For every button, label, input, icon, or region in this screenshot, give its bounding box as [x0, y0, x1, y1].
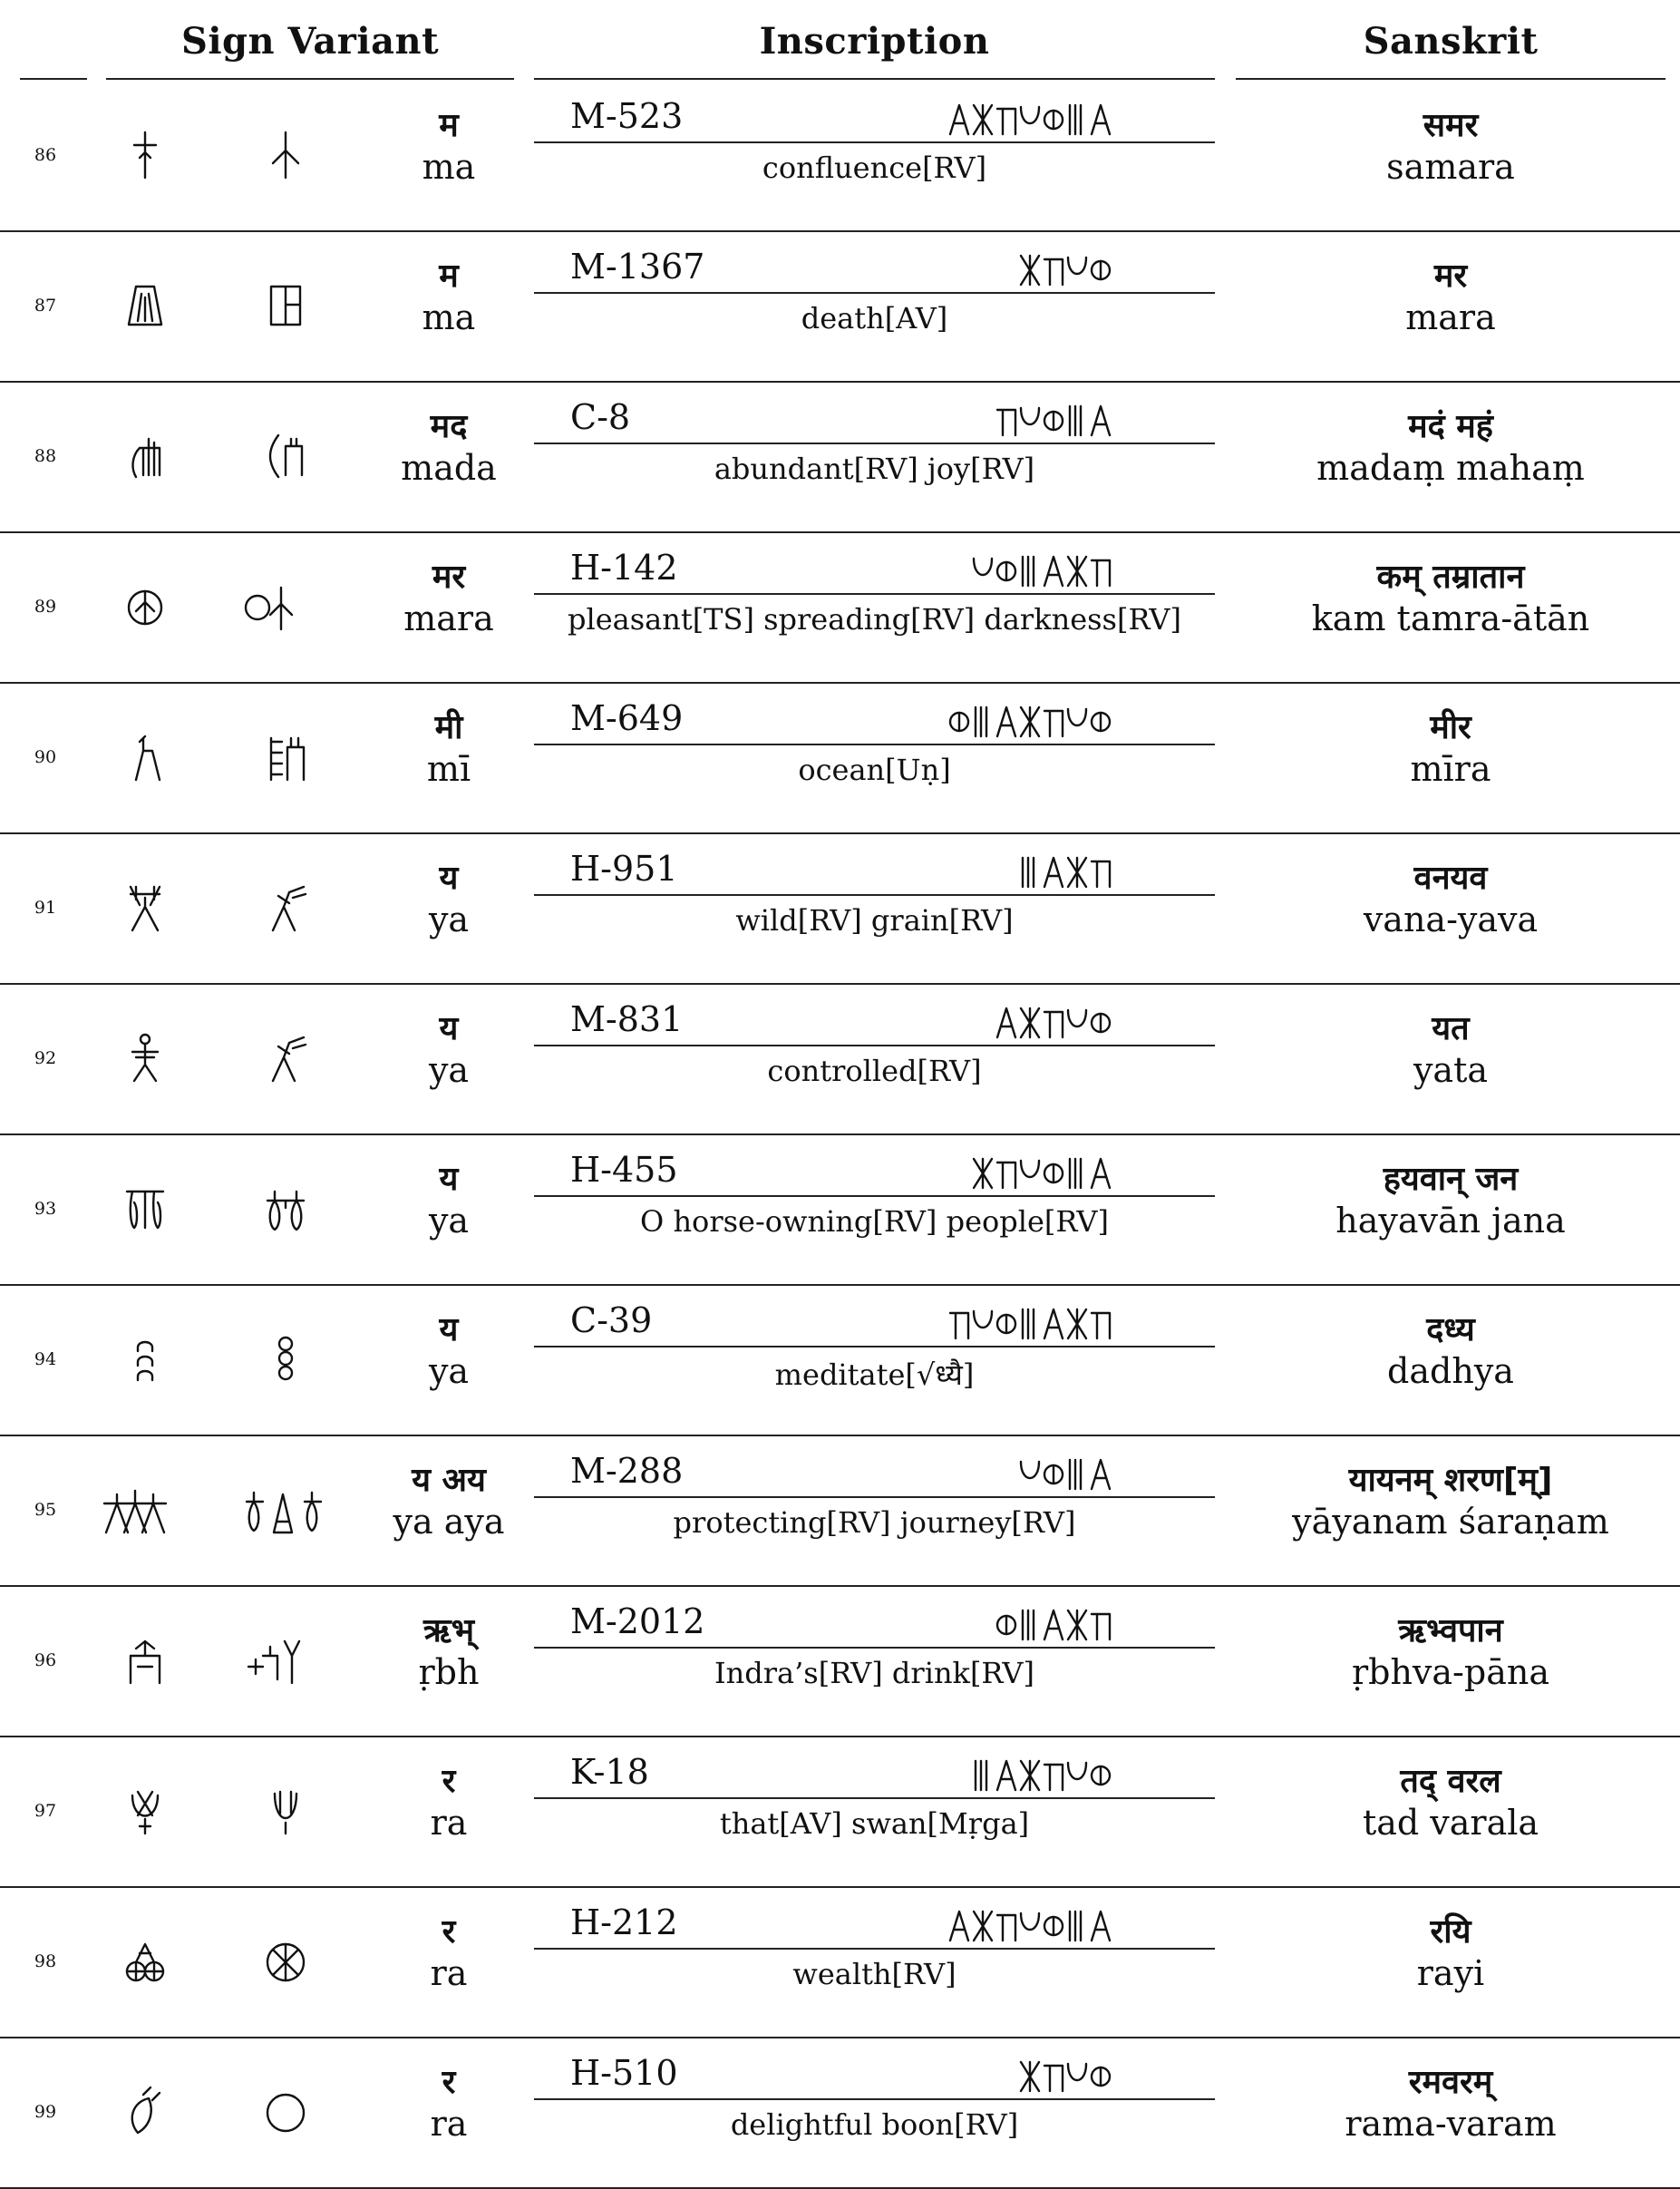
- latin-reading: ṛbh: [418, 1652, 480, 1692]
- bracket-fork-sign-icon: [245, 1632, 326, 1687]
- sign-variant-1: [77, 259, 213, 350]
- leaning-figure-sign-icon: [264, 1030, 307, 1085]
- inscription-id: H-212: [570, 1902, 678, 1942]
- stacked-arches-sign-icon: [123, 1331, 167, 1386]
- sanskrit-devanagari: ऋभ्वपान: [1398, 1612, 1503, 1649]
- inscription-rule: [534, 1647, 1215, 1649]
- inscription-gloss: that[AV] swan[Mṛga]: [719, 1806, 1030, 1841]
- leaning-figure-sign-icon: [264, 880, 307, 934]
- row-number: 89: [34, 597, 57, 617]
- inscription-id: H-455: [570, 1150, 678, 1190]
- inscription-id: H-510: [570, 2053, 678, 2093]
- inscription-cell: [534, 1436, 1215, 1587]
- sanskrit-latin: kam tamra-ātān: [1311, 598, 1590, 638]
- seal-strokes-icon: [970, 1757, 1115, 1794]
- sanskrit-devanagari: मदं महं: [1408, 408, 1493, 445]
- inscription-cell: [534, 533, 1215, 684]
- devanagari-reading: य: [439, 1311, 459, 1348]
- seal-text-icon: [1017, 250, 1115, 290]
- sign-variant-2: [218, 1614, 354, 1705]
- seal-strokes-icon: [1017, 1456, 1115, 1493]
- sanskrit-latin: mīra: [1410, 749, 1491, 789]
- divided-box-sign-icon: [264, 277, 307, 332]
- sanskrit-devanagari: वनयव: [1413, 860, 1488, 897]
- inscription-rule: [534, 1948, 1215, 1950]
- sanskrit-devanagari: समर: [1423, 107, 1479, 144]
- header-rule: [20, 78, 87, 80]
- header-inscription: [534, 0, 1215, 82]
- seal-text-icon: [947, 1906, 1115, 1946]
- row-number: 87: [34, 296, 57, 316]
- inscription-rule: [534, 744, 1215, 745]
- bracket-comb-sign-icon: [264, 428, 307, 482]
- sanskrit-latin: rayi: [1416, 1953, 1485, 1993]
- sanskrit-devanagari: रयि: [1430, 1913, 1471, 1951]
- sanskrit-devanagari: तद् वरल: [1400, 1763, 1501, 1800]
- arrow-stem-sign-icon: [264, 127, 307, 181]
- devanagari-reading: र: [442, 1913, 456, 1951]
- devanagari-reading: र: [442, 1763, 456, 1800]
- sign-variant-2: [218, 1163, 354, 1253]
- inscription-cell: [534, 1286, 1215, 1436]
- latin-reading: ya: [428, 1351, 470, 1391]
- seal-strokes-icon: [947, 704, 1115, 740]
- sanskrit-latin: mara: [1405, 297, 1496, 337]
- sanskrit-latin: yāyanam śaraṇam: [1292, 1502, 1609, 1542]
- table-row: [0, 1587, 1680, 1737]
- seal-strokes-icon: [947, 1908, 1115, 1944]
- devanagari-reading: य: [439, 1010, 459, 1047]
- devanagari-reading: र: [442, 2064, 456, 2101]
- header-sanskrit: [1236, 0, 1665, 82]
- circle-arrow-sign-icon: [245, 579, 326, 633]
- sign-variant-1: [77, 1915, 213, 2006]
- inscription-id: M-288: [570, 1451, 684, 1491]
- inscription-gloss: wealth[RV]: [792, 1957, 957, 1991]
- sign-variant-1: [77, 109, 213, 199]
- header-number-column: [20, 0, 87, 82]
- latin-reading: mara: [403, 598, 494, 638]
- sign-variant-1: [77, 560, 213, 651]
- inscription-gloss: protecting[RV] journey[RV]: [673, 1505, 1076, 1540]
- sanskrit-latin: rama-varam: [1345, 2104, 1557, 2144]
- inscription-cell: [534, 684, 1215, 834]
- seal-text-icon: [1017, 852, 1115, 892]
- hooked-arch-sign-icon: [123, 729, 167, 783]
- inscription-rule: [534, 292, 1215, 294]
- inscription-cell: [534, 232, 1215, 383]
- row-number: 88: [34, 446, 57, 466]
- seal-text-icon: [970, 1756, 1115, 1795]
- row-number: 99: [34, 2102, 57, 2122]
- leaf-sign-icon: [123, 2084, 167, 2138]
- sign-variant-1: [77, 1313, 213, 1404]
- seal-text-icon: [994, 1605, 1115, 1645]
- twin-wheel-sign-icon: [123, 1933, 167, 1988]
- twin-figure-sign-icon: [264, 1181, 307, 1235]
- table-row: [0, 533, 1680, 684]
- seal-strokes-icon: [994, 1005, 1115, 1041]
- seal-strokes-icon: [1017, 2058, 1115, 2095]
- inscription-cell: [534, 383, 1215, 533]
- table-row: [0, 383, 1680, 533]
- sign-variant-1: [77, 1765, 213, 1855]
- seal-text-icon: [994, 401, 1115, 441]
- sign-variant-2: [218, 1464, 354, 1554]
- inscription-rule: [534, 894, 1215, 896]
- inscription-cell: [534, 82, 1215, 232]
- table-row: [0, 2038, 1680, 2189]
- seal-text-icon: [947, 1304, 1115, 1344]
- devanagari-reading: म: [439, 107, 459, 144]
- sign-variant-1: [77, 2066, 213, 2156]
- inscription-id: M-649: [570, 698, 684, 738]
- row-number: 97: [34, 1801, 57, 1821]
- inscription-gloss: abundant[RV] joy[RV]: [714, 452, 1035, 486]
- devanagari-reading: य: [439, 1161, 459, 1198]
- sanskrit-devanagari: हयवान् जन: [1383, 1161, 1519, 1198]
- inscription-id: M-2012: [570, 1601, 705, 1641]
- latin-reading: ra: [430, 2104, 468, 2144]
- inscription-gloss: Indra’s[RV] drink[RV]: [714, 1656, 1034, 1690]
- seal-strokes-icon: [1017, 252, 1115, 288]
- sign-variant-2: [218, 861, 354, 952]
- sanskrit-devanagari: यत: [1432, 1010, 1470, 1047]
- table-row: [0, 1888, 1680, 2038]
- devanagari-reading: य: [439, 860, 459, 897]
- seal-strokes-icon: [970, 1155, 1115, 1192]
- header-sanskrit-label: Sanskrit: [1363, 20, 1539, 63]
- sign-variant-1: [77, 1012, 213, 1103]
- inscription-gloss: delightful boon[RV]: [730, 2107, 1019, 2142]
- spoked-wheel-sign-icon: [264, 1933, 307, 1988]
- inscription-rule: [534, 1797, 1215, 1799]
- latin-reading: mī: [426, 749, 471, 789]
- inscription-rule: [534, 1195, 1215, 1197]
- inscription-gloss: O horse-owning[RV] people[RV]: [640, 1204, 1109, 1239]
- sign-variant-1: [77, 711, 213, 802]
- seal-strokes-icon: [994, 403, 1115, 439]
- figure-cone-figure-sign-icon: [245, 1482, 326, 1536]
- inscription-cell: [534, 1737, 1215, 1888]
- ladder-arch-sign-icon: [264, 729, 307, 783]
- seal-text-icon: [970, 551, 1115, 591]
- latin-reading: ya: [428, 1050, 470, 1090]
- sanskrit-latin: samara: [1386, 147, 1515, 187]
- sign-variant-2: [218, 1765, 354, 1855]
- circled-arrow-sign-icon: [123, 579, 167, 633]
- inscription-cell: [534, 1135, 1215, 1286]
- seal-text-icon: [1017, 2057, 1115, 2097]
- inscription-rule: [534, 593, 1215, 595]
- inscription-id: H-142: [570, 548, 678, 588]
- seal-text-icon: [1017, 1454, 1115, 1494]
- fork-cup-sign-icon: [264, 1783, 307, 1837]
- sanskrit-devanagari: कम् तम्रातान: [1376, 559, 1525, 596]
- inscription-cell: [534, 1888, 1215, 2038]
- inscription-id: M-1367: [570, 247, 705, 287]
- sanskrit-latin: dadhya: [1387, 1351, 1514, 1391]
- inscription-rule: [534, 443, 1215, 444]
- seal-strokes-icon: [970, 553, 1115, 589]
- devanagari-reading: य अय: [412, 1462, 486, 1499]
- latin-reading: ra: [430, 1803, 468, 1843]
- row-number: 93: [34, 1199, 57, 1219]
- seal-strokes-icon: [947, 1306, 1115, 1342]
- sign-variant-1: [77, 1464, 213, 1554]
- seal-strokes-icon: [1017, 854, 1115, 890]
- header-rule: [1236, 78, 1665, 80]
- header-sign-variant-label: Sign Variant: [180, 20, 440, 63]
- table-row: [0, 1286, 1680, 1436]
- row-number: 86: [34, 145, 57, 165]
- sanskrit-latin: hayavān jana: [1335, 1201, 1566, 1240]
- sign-variant-1: [77, 1163, 213, 1253]
- table-row: [0, 985, 1680, 1135]
- sign-variant-2: [218, 259, 354, 350]
- sanskrit-devanagari: यायनम् शरण[म्]: [1348, 1462, 1553, 1499]
- inscription-gloss: pleasant[TS] spreading[RV] darkness[RV]: [567, 602, 1181, 637]
- sign-variant-2: [218, 711, 354, 802]
- table-row: [0, 232, 1680, 383]
- latin-reading: ma: [422, 297, 476, 337]
- row-number: 91: [34, 898, 57, 918]
- sign-variant-1: [77, 1614, 213, 1705]
- cross-stem-sign-icon: [123, 127, 167, 181]
- trapezoid-sign-icon: [123, 277, 167, 332]
- latin-reading: ya: [428, 900, 470, 939]
- seal-strokes-icon: [994, 1607, 1115, 1643]
- inscription-gloss: confluence[RV]: [762, 151, 987, 185]
- sanskrit-latin: vana-yava: [1363, 900, 1539, 939]
- inscription-gloss: meditate[√ध्यै]: [774, 1357, 975, 1392]
- inscription-rule: [534, 141, 1215, 143]
- sign-variant-2: [218, 560, 354, 651]
- seal-text-icon: [947, 100, 1115, 140]
- table-row: [0, 684, 1680, 834]
- row-number: 95: [34, 1500, 57, 1520]
- sign-variant-2: [218, 1915, 354, 2006]
- latin-reading: mada: [401, 448, 497, 488]
- sign-variant-1: [77, 861, 213, 952]
- sanskrit-latin: ṛbhva-pāna: [1351, 1652, 1550, 1692]
- inscription-id: H-951: [570, 849, 678, 889]
- sanskrit-devanagari: मीर: [1430, 709, 1471, 746]
- table-row: [0, 1436, 1680, 1587]
- sanskrit-latin: tad varala: [1362, 1803, 1539, 1843]
- inscription-gloss: wild[RV] grain[RV]: [735, 903, 1014, 938]
- row-number: 98: [34, 1951, 57, 1971]
- stacked-rings-sign-icon: [264, 1331, 307, 1386]
- inscription-cell: [534, 1587, 1215, 1737]
- inscription-id: C-39: [570, 1300, 653, 1340]
- inscription-rule: [534, 1045, 1215, 1046]
- sign-variant-2: [218, 1012, 354, 1103]
- sign-variant-2: [218, 109, 354, 199]
- row-number: 96: [34, 1650, 57, 1670]
- inscription-gloss: controlled[RV]: [767, 1054, 982, 1088]
- sign-variant-2: [218, 2066, 354, 2156]
- sign-variant-1: [77, 410, 213, 501]
- header-rule: [534, 78, 1215, 80]
- table-row: [0, 1135, 1680, 1286]
- header-inscription-label: Inscription: [759, 20, 990, 63]
- seal-text-icon: [994, 1003, 1115, 1043]
- latin-reading: ra: [430, 1953, 468, 1993]
- crossed-cup-sign-icon: [123, 1783, 167, 1837]
- seal-text-icon: [970, 1153, 1115, 1193]
- header-rule: [106, 78, 514, 80]
- table-row: [0, 82, 1680, 232]
- sanskrit-devanagari: मर: [1433, 258, 1468, 295]
- sign-variant-2: [218, 410, 354, 501]
- devanagari-reading: मर: [432, 559, 466, 596]
- inscription-cell: [534, 2038, 1215, 2189]
- inscription-id: C-8: [570, 397, 631, 437]
- latin-reading: ma: [422, 147, 476, 187]
- sanskrit-latin: yata: [1413, 1050, 1489, 1090]
- plain-circle-sign-icon: [264, 2084, 307, 2138]
- row-number: 94: [34, 1349, 57, 1369]
- table-row: [0, 834, 1680, 985]
- latin-reading: ya aya: [393, 1502, 505, 1542]
- devanagari-reading: मद: [430, 408, 468, 445]
- sanskrit-devanagari: दध्य: [1426, 1311, 1475, 1348]
- sanskrit-latin: madaṃ mahaṃ: [1316, 448, 1585, 488]
- inscription-id: K-18: [570, 1752, 649, 1792]
- devanagari-reading: मी: [434, 709, 463, 746]
- triple-tent-sign-icon: [104, 1482, 186, 1536]
- seal-text-icon: [947, 702, 1115, 742]
- inscription-gloss: death[AV]: [801, 301, 948, 336]
- inscription-gloss: ocean[Uṇ]: [798, 753, 951, 787]
- table-row: [0, 1737, 1680, 1888]
- header-sign-variant: [106, 0, 514, 82]
- inscription-id: M-523: [570, 96, 684, 136]
- sanskrit-devanagari: रमवरम्: [1408, 2064, 1493, 2101]
- inscription-rule: [534, 2098, 1215, 2100]
- inscription-rule: [534, 1346, 1215, 1347]
- beam-drops-sign-icon: [123, 1181, 167, 1235]
- inscription-cell: [534, 834, 1215, 985]
- latin-reading: ya: [428, 1201, 470, 1240]
- inscription-id: M-831: [570, 999, 684, 1039]
- yoke-figure-sign-icon: [123, 1030, 167, 1085]
- comb-hand-sign-icon: [123, 428, 167, 482]
- devanagari-reading: म: [439, 258, 459, 295]
- devanagari-reading: ऋभ्: [422, 1612, 475, 1649]
- inscription-cell: [534, 985, 1215, 1135]
- grain-figure-sign-icon: [123, 880, 167, 934]
- sign-variant-2: [218, 1313, 354, 1404]
- gate-arrow-sign-icon: [123, 1632, 167, 1687]
- row-number: 90: [34, 747, 57, 767]
- row-number: 92: [34, 1048, 57, 1068]
- seal-strokes-icon: [947, 102, 1115, 138]
- inscription-rule: [534, 1496, 1215, 1498]
